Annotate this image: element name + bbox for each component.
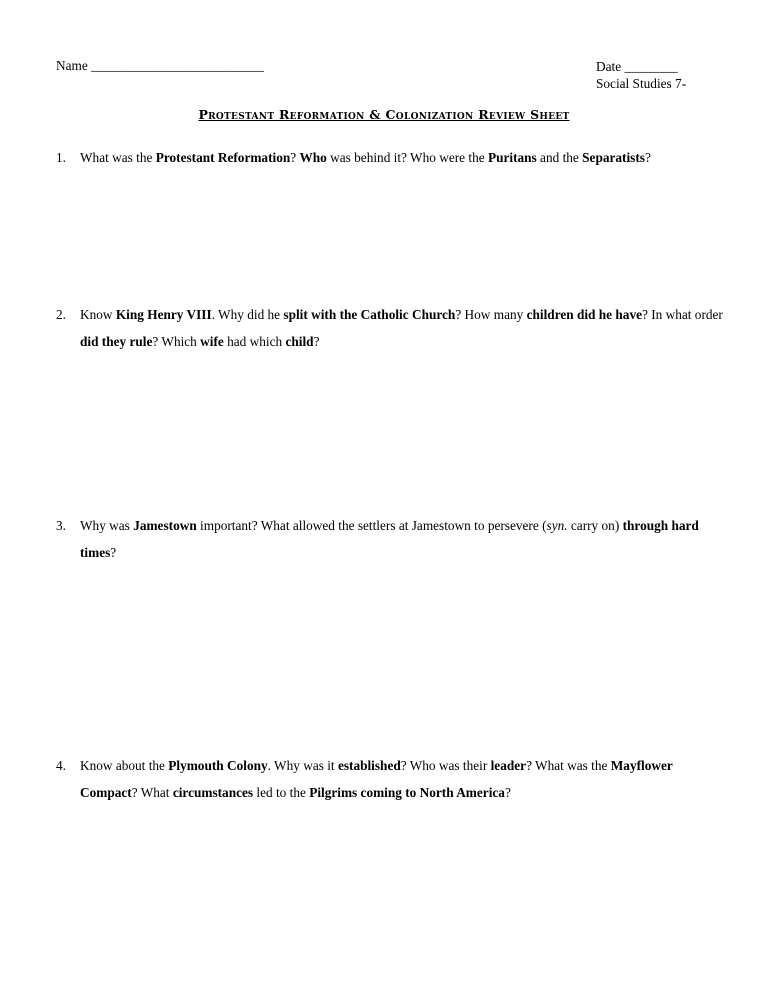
text-run: ? [110, 545, 117, 560]
text-run: ? What [131, 785, 173, 800]
text-run: ? In what order [642, 307, 723, 322]
bold-term: children did he have [526, 307, 642, 322]
text-run: What was the [80, 150, 156, 165]
text-run: Know about the [80, 758, 169, 773]
bold-term: circumstances [172, 785, 254, 800]
question-4 [56, 752, 726, 806]
text-run: . Why was it [267, 758, 338, 773]
bold-term: did they rule [80, 334, 153, 349]
bold-term: King Henry VIII [115, 307, 212, 322]
question-3 [56, 512, 726, 566]
question-text [80, 301, 726, 355]
name-field [56, 58, 264, 74]
date-label: Date [596, 59, 622, 74]
text-run: had which [223, 334, 286, 349]
question-number: 4. [56, 758, 66, 773]
text-run: important? What allowed the settlers at Jamestown to persevere ( [196, 518, 547, 533]
question-number: 1. [56, 150, 66, 165]
text-run: ? [290, 150, 300, 165]
date-blank: ________ [624, 59, 678, 74]
bold-term: Puritans [487, 150, 537, 165]
bold-term: Protestant Reformation [155, 150, 291, 165]
bold-term: leader [490, 758, 527, 773]
page-title: Protestant Reformation & Colonization Review Sheet [198, 107, 570, 122]
bold-term: split with the Catholic Church [283, 307, 456, 322]
text-run: ? [313, 334, 320, 349]
question-2 [56, 301, 726, 355]
italic-term: syn. [546, 518, 568, 533]
text-run: . Why did he [211, 307, 284, 322]
bold-term: Who [299, 150, 327, 165]
text-run: carry on) [567, 518, 623, 533]
question-1 [56, 144, 726, 171]
text-run: ? How many [455, 307, 527, 322]
question-text [80, 144, 726, 171]
text-run: and the [536, 150, 583, 165]
text-run: ? [504, 785, 511, 800]
date-course-block [596, 58, 686, 92]
bold-term: Mayflower Compact [80, 758, 673, 800]
question-number: 3. [56, 518, 66, 533]
name-blank: __________________________ [91, 58, 264, 73]
bold-term: established [337, 758, 401, 773]
text-run: ? Who was their [400, 758, 491, 773]
bold-term: Separatists [582, 150, 645, 165]
bold-term: child [285, 334, 314, 349]
text-run: Why was [80, 518, 134, 533]
text-run: ? [644, 150, 651, 165]
text-run: Know [80, 307, 116, 322]
name-label: Name [56, 58, 88, 73]
date-field [596, 58, 686, 75]
question-text [80, 752, 726, 806]
text-run: ? Which [152, 334, 201, 349]
bold-term: Plymouth Colony [168, 758, 268, 773]
question-number: 2. [56, 307, 66, 322]
question-text [80, 512, 726, 566]
text-run: ? What was the [526, 758, 611, 773]
course-label: Social Studies 7- [596, 76, 687, 91]
text-run: was behind it? Who were the [326, 150, 488, 165]
bold-term: through hard times [80, 518, 699, 560]
text-run: led to the [253, 785, 310, 800]
bold-term: Jamestown [133, 518, 197, 533]
bold-term: wife [200, 334, 224, 349]
bold-term: Pilgrims coming to North America [309, 785, 505, 800]
